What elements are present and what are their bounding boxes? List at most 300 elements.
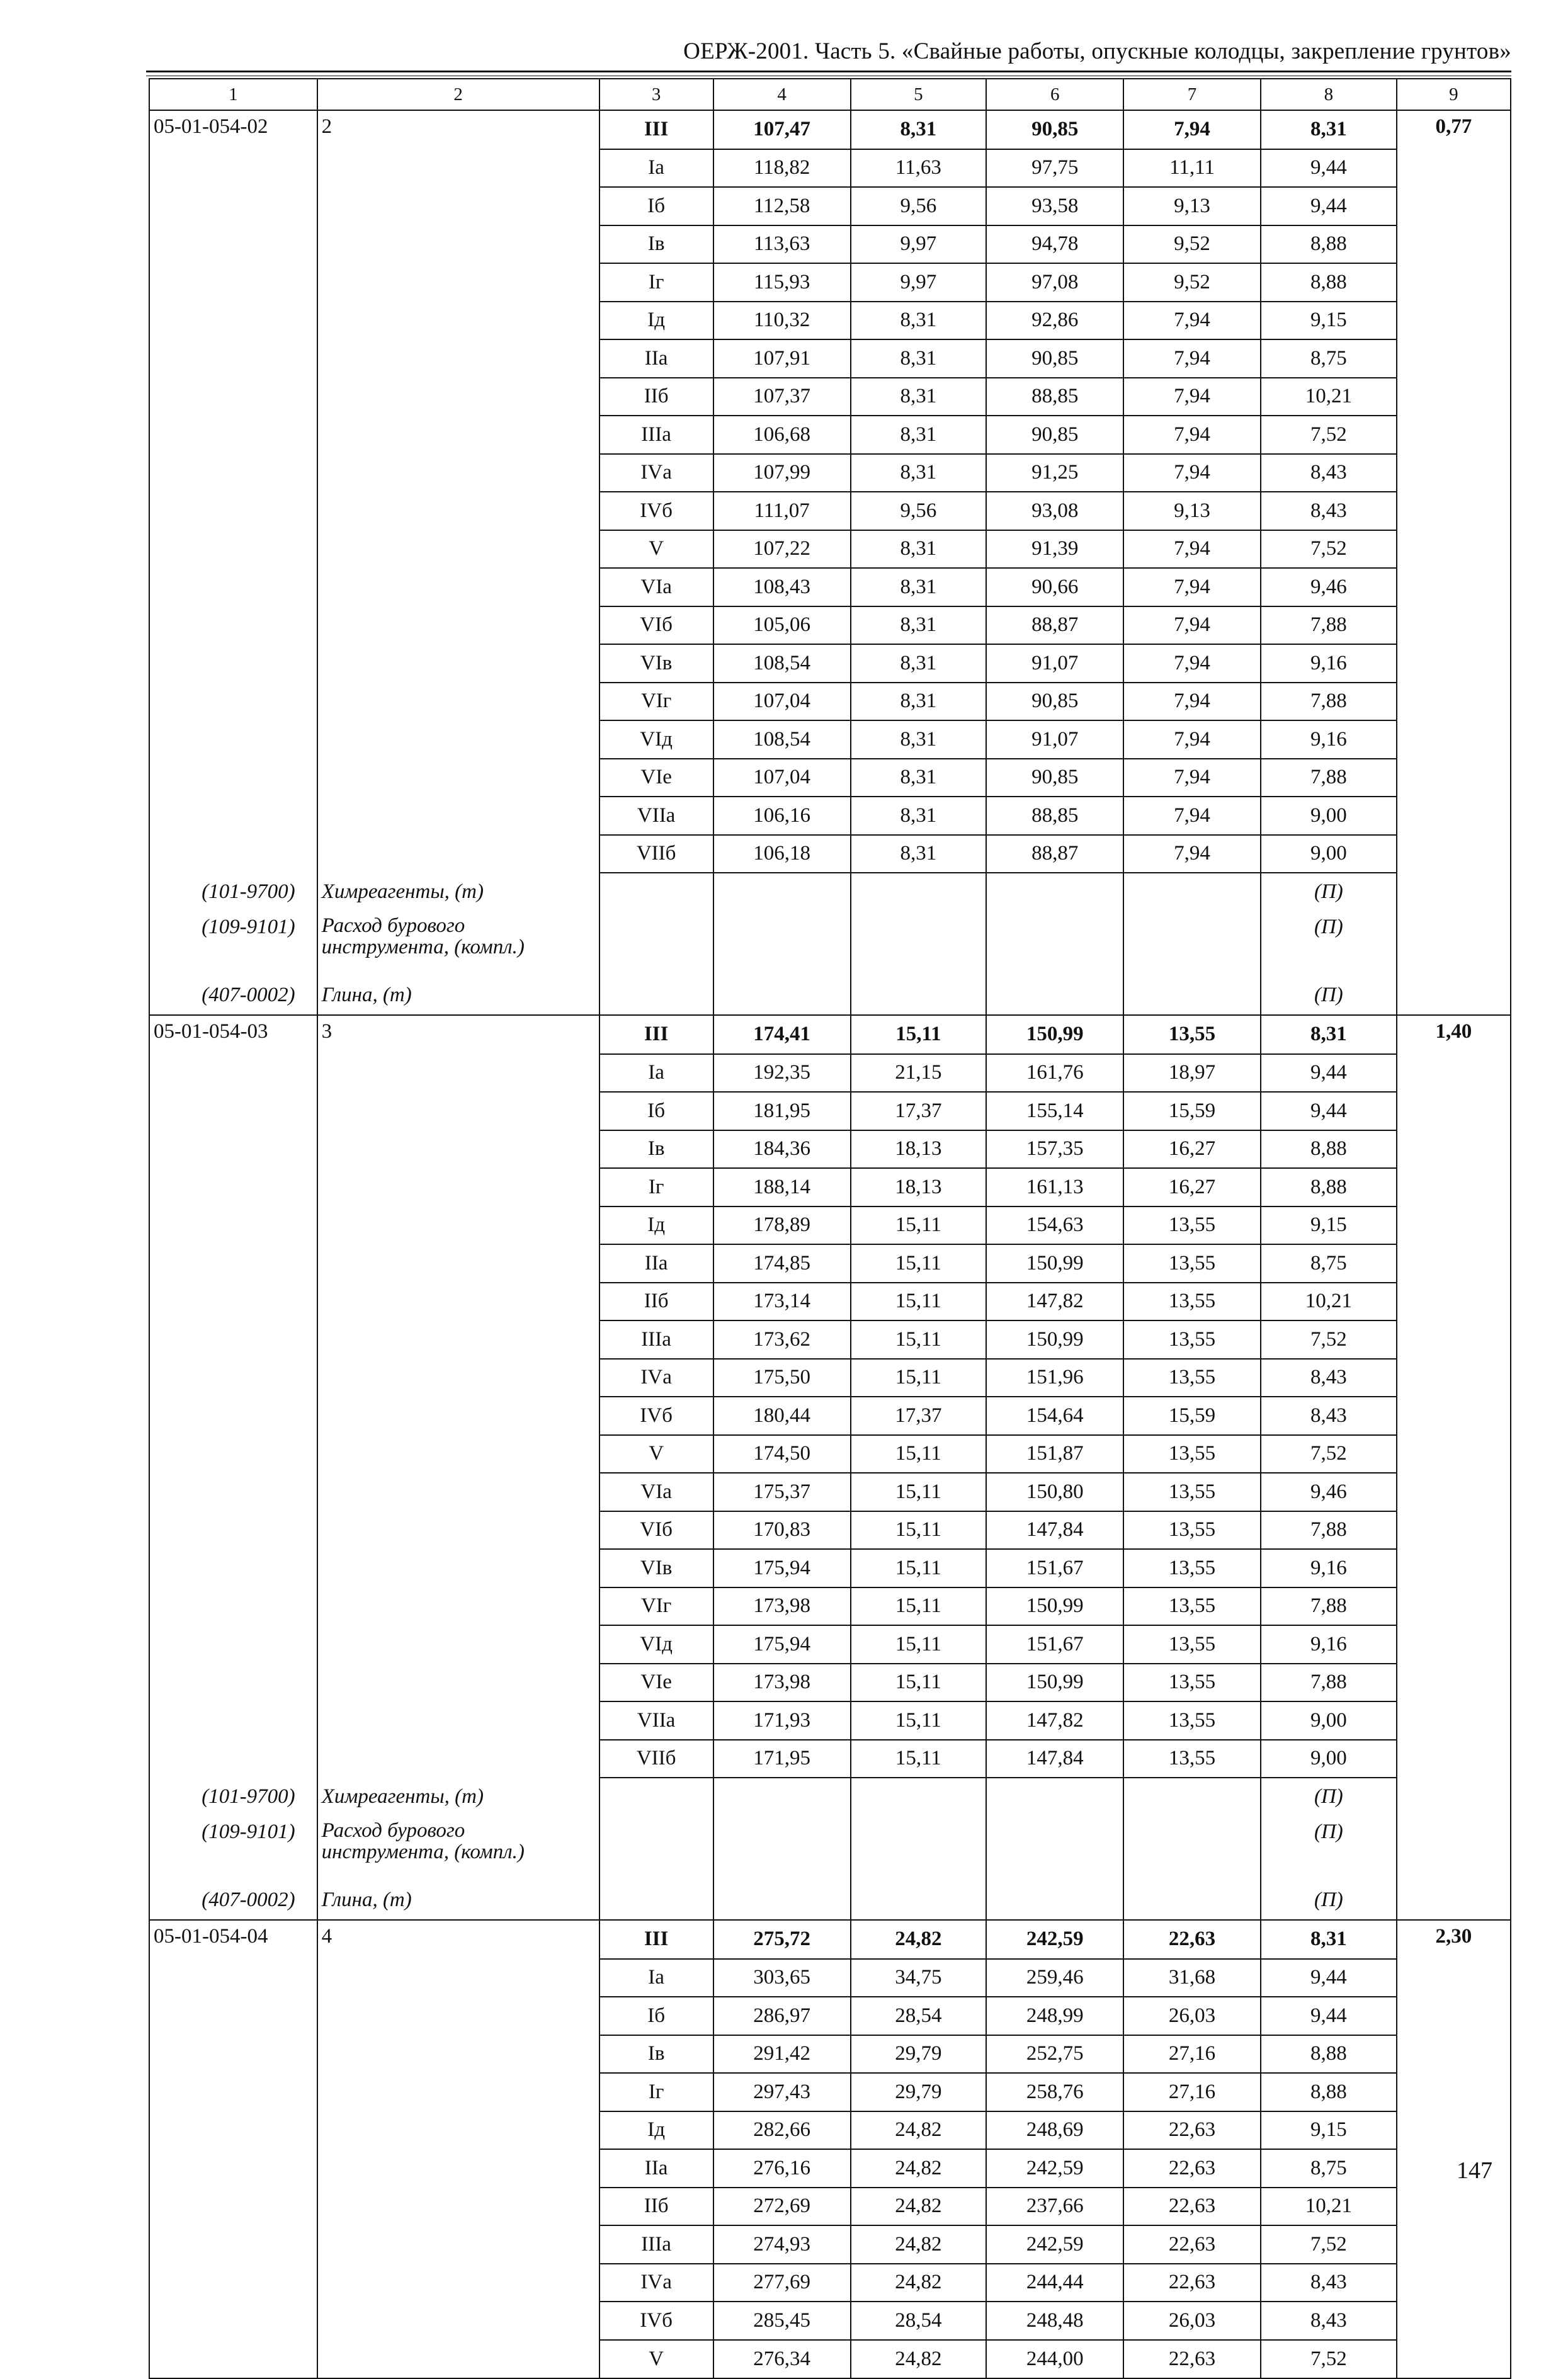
zone-label: IVа (599, 1359, 713, 1397)
resource-unit: (П) (1261, 873, 1397, 911)
price-value: 237,66 (986, 2188, 1123, 2226)
empty-cell (1397, 302, 1511, 340)
empty-cell (986, 873, 1123, 911)
price-value: 150,99 (986, 1015, 1123, 1054)
empty-cell (986, 1816, 1123, 1882)
empty-cell (317, 1959, 599, 1997)
empty-cell (317, 797, 599, 835)
price-value: 7,94 (1123, 644, 1261, 683)
price-value: 15,11 (851, 1320, 987, 1359)
empty-cell (149, 1397, 317, 1435)
price-value: 161,13 (986, 1168, 1123, 1207)
price-value: 7,94 (1123, 720, 1261, 759)
empty-cell (1397, 378, 1511, 416)
price-value: 15,59 (1123, 1092, 1261, 1130)
price-value: 107,04 (713, 683, 851, 721)
price-value: 9,97 (851, 263, 987, 302)
table-row (149, 339, 1511, 378)
empty-cell (149, 1473, 317, 1511)
empty-cell (1397, 1816, 1511, 1882)
empty-cell (1397, 1625, 1511, 1664)
price-value: 17,37 (851, 1397, 987, 1435)
price-value: 22,63 (1123, 2111, 1261, 2150)
empty-cell (599, 911, 713, 977)
price-value: 118,82 (713, 149, 851, 188)
price-value: 15,11 (851, 1664, 987, 1702)
rate-code: 05-01-054-02 (149, 110, 317, 149)
empty-cell (149, 1740, 317, 1778)
table-row (149, 1207, 1511, 1245)
empty-cell (1123, 873, 1261, 911)
price-value: 108,43 (713, 568, 851, 606)
resource-row (149, 977, 1511, 1016)
zone-label: IVб (599, 492, 713, 530)
price-value: 7,94 (1123, 606, 1261, 645)
price-value: 173,14 (713, 1283, 851, 1321)
resource-unit: (П) (1261, 977, 1397, 1016)
price-value: 112,58 (713, 187, 851, 225)
zone-label: IIб (599, 1283, 713, 1321)
table-row (149, 1664, 1511, 1702)
price-value: 107,04 (713, 759, 851, 797)
price-value: 8,31 (851, 606, 987, 645)
empty-cell (1397, 1997, 1511, 2035)
empty-cell (317, 454, 599, 492)
price-value: 8,43 (1261, 1397, 1397, 1435)
price-value: 242,59 (986, 2149, 1123, 2188)
price-value: 107,22 (713, 530, 851, 569)
table-row (149, 1283, 1511, 1321)
empty-cell (599, 1816, 713, 1882)
price-value: 147,82 (986, 1283, 1123, 1321)
price-value: 108,54 (713, 644, 851, 683)
page-number: 147 (1457, 2157, 1492, 2184)
empty-cell (317, 149, 599, 188)
price-value: 9,44 (1261, 1054, 1397, 1093)
empty-cell (1397, 1359, 1511, 1397)
column-number: 4 (713, 79, 851, 110)
empty-cell (851, 1816, 987, 1882)
empty-cell (149, 568, 317, 606)
table-row (149, 683, 1511, 721)
price-value: 8,31 (1261, 1015, 1397, 1054)
column-number: 3 (599, 79, 713, 110)
price-value: 9,44 (1261, 1959, 1397, 1997)
empty-cell (599, 873, 713, 911)
zone-label: III (599, 110, 713, 149)
empty-cell (1397, 1882, 1511, 1921)
empty-cell (149, 1625, 317, 1664)
empty-cell (1397, 2340, 1511, 2379)
price-value: 22,63 (1123, 2225, 1261, 2264)
price-value: 151,96 (986, 1359, 1123, 1397)
zone-label: Iа (599, 149, 713, 188)
zone-label: Iд (599, 302, 713, 340)
empty-cell (149, 149, 317, 188)
price-value: 13,55 (1123, 1320, 1261, 1359)
zone-label: Iб (599, 1092, 713, 1130)
empty-cell (1397, 1740, 1511, 1778)
empty-cell (317, 1511, 599, 1550)
price-value: 155,14 (986, 1092, 1123, 1130)
table-row (149, 530, 1511, 569)
price-value: 90,85 (986, 759, 1123, 797)
zone-label: Iа (599, 1054, 713, 1093)
zone-label: IIа (599, 2149, 713, 2188)
price-value: 9,15 (1261, 1207, 1397, 1245)
empty-cell (1397, 977, 1511, 1016)
price-value: 15,11 (851, 1244, 987, 1283)
empty-cell (317, 225, 599, 264)
empty-cell (149, 1244, 317, 1283)
empty-cell (317, 2073, 599, 2111)
price-value: 22,63 (1123, 2264, 1261, 2302)
price-value: 8,31 (1261, 110, 1397, 149)
price-value: 106,18 (713, 835, 851, 873)
table-row (149, 1997, 1511, 2035)
price-value: 9,15 (1261, 2111, 1397, 2150)
empty-cell (317, 416, 599, 454)
price-value: 8,43 (1261, 1359, 1397, 1397)
price-value: 7,94 (1123, 110, 1261, 149)
table-row (149, 606, 1511, 645)
empty-cell (317, 1473, 599, 1511)
price-value: 244,44 (986, 2264, 1123, 2302)
zone-label: IVб (599, 1397, 713, 1435)
price-value: 29,79 (851, 2035, 987, 2074)
rate-number: 2 (317, 110, 599, 149)
empty-cell (851, 873, 987, 911)
zone-label: VIе (599, 759, 713, 797)
price-value: 91,07 (986, 644, 1123, 683)
zone-label: V (599, 1435, 713, 1473)
empty-cell (317, 1740, 599, 1778)
price-value: 282,66 (713, 2111, 851, 2150)
table-row (149, 1511, 1511, 1550)
empty-cell (149, 1092, 317, 1130)
empty-cell (149, 1320, 317, 1359)
price-value: 15,59 (1123, 1397, 1261, 1435)
rate-code: 05-01-054-03 (149, 1015, 317, 1054)
empty-cell (317, 1207, 599, 1245)
zone-label: V (599, 2340, 713, 2379)
price-value: 151,87 (986, 1435, 1123, 1473)
empty-cell (599, 977, 713, 1016)
empty-cell (149, 1959, 317, 1997)
price-value: 7,52 (1261, 2225, 1397, 2264)
empty-cell (1123, 977, 1261, 1016)
price-value: 277,69 (713, 2264, 851, 2302)
price-value: 175,37 (713, 1473, 851, 1511)
price-value: 9,00 (1261, 1701, 1397, 1740)
empty-cell (1397, 225, 1511, 264)
empty-cell (149, 1054, 317, 1093)
empty-cell (1397, 759, 1511, 797)
empty-cell (1397, 1130, 1511, 1169)
price-value: 8,88 (1261, 1168, 1397, 1207)
price-value: 7,88 (1261, 759, 1397, 797)
table-row (149, 759, 1511, 797)
price-value: 13,55 (1123, 1473, 1261, 1511)
price-value: 8,88 (1261, 263, 1397, 302)
zone-label: V (599, 530, 713, 569)
empty-cell (1397, 644, 1511, 683)
empty-cell (149, 644, 317, 683)
zone-label: IVа (599, 2264, 713, 2302)
price-value: 7,52 (1261, 416, 1397, 454)
resource-code: (101-9700) (149, 1778, 317, 1816)
table-row (149, 1435, 1511, 1473)
empty-cell (149, 2149, 317, 2188)
price-value: 175,94 (713, 1625, 851, 1664)
price-value: 7,94 (1123, 339, 1261, 378)
price-value: 8,31 (851, 683, 987, 721)
zone-label: Iг (599, 1168, 713, 1207)
empty-cell (1397, 1959, 1511, 1997)
price-value: 7,94 (1123, 302, 1261, 340)
column-number: 6 (986, 79, 1123, 110)
empty-cell (149, 225, 317, 264)
zone-label: IIIа (599, 1320, 713, 1359)
empty-cell (317, 683, 599, 721)
price-value: 154,63 (986, 1207, 1123, 1245)
price-value: 15,11 (851, 1511, 987, 1550)
zone-label: IIIа (599, 2225, 713, 2264)
price-value: 259,46 (986, 1959, 1123, 1997)
price-value: 188,14 (713, 1168, 851, 1207)
table-row (149, 1549, 1511, 1587)
price-value: 150,99 (986, 1244, 1123, 1283)
price-value: 7,94 (1123, 454, 1261, 492)
empty-cell (317, 263, 599, 302)
empty-cell (317, 1244, 599, 1283)
table-row (149, 1473, 1511, 1511)
empty-cell (1397, 1701, 1511, 1740)
empty-cell (149, 835, 317, 873)
price-value: 15,11 (851, 1740, 987, 1778)
zone-label: Iг (599, 263, 713, 302)
price-value: 24,82 (851, 2340, 987, 2379)
table-row (149, 263, 1511, 302)
empty-cell (1397, 416, 1511, 454)
empty-cell (1397, 263, 1511, 302)
price-value: 8,31 (851, 302, 987, 340)
price-value: 15,11 (851, 1701, 987, 1740)
price-value: 94,78 (986, 225, 1123, 264)
price-value: 8,43 (1261, 2302, 1397, 2340)
price-value: 18,13 (851, 1168, 987, 1207)
table-row (149, 1397, 1511, 1435)
price-value: 173,98 (713, 1664, 851, 1702)
price-value: 7,52 (1261, 1320, 1397, 1359)
empty-cell (1397, 1473, 1511, 1511)
empty-cell (317, 2149, 599, 2188)
price-value: 275,72 (713, 1920, 851, 1959)
resource-row (149, 873, 1511, 911)
empty-cell (317, 339, 599, 378)
empty-cell (149, 1701, 317, 1740)
price-value: 97,75 (986, 149, 1123, 188)
price-value: 8,43 (1261, 2264, 1397, 2302)
price-value: 8,31 (1261, 1920, 1397, 1959)
resource-name: Химреагенты, (т) (317, 1778, 599, 1816)
price-value: 9,44 (1261, 187, 1397, 225)
price-value: 26,03 (1123, 2302, 1261, 2340)
price-value: 90,66 (986, 568, 1123, 606)
price-table (149, 78, 1511, 2379)
resource-unit: (П) (1261, 1882, 1397, 1921)
empty-cell (1397, 1587, 1511, 1626)
empty-cell (1397, 149, 1511, 188)
table-row (149, 1587, 1511, 1626)
col9-value: 0,77 (1397, 110, 1511, 149)
empty-cell (986, 911, 1123, 977)
empty-cell (599, 1882, 713, 1921)
empty-cell (317, 530, 599, 569)
price-value: 173,62 (713, 1320, 851, 1359)
zone-label: Iв (599, 2035, 713, 2074)
price-value: 9,00 (1261, 1740, 1397, 1778)
price-value: 13,55 (1123, 1207, 1261, 1245)
price-value: 8,31 (851, 339, 987, 378)
empty-cell (317, 1168, 599, 1207)
empty-cell (149, 606, 317, 645)
table-row (149, 1015, 1511, 1054)
resource-unit: (П) (1261, 911, 1397, 977)
table-row (149, 2225, 1511, 2264)
empty-cell (317, 1092, 599, 1130)
empty-cell (1397, 683, 1511, 721)
empty-cell (149, 797, 317, 835)
table-row (149, 149, 1511, 188)
empty-cell (317, 568, 599, 606)
empty-cell (149, 492, 317, 530)
empty-cell (149, 1435, 317, 1473)
empty-cell (317, 1283, 599, 1321)
empty-cell (149, 302, 317, 340)
resource-name: Расход бурового инструмента, (компл.) (317, 1816, 599, 1882)
price-value: 9,16 (1261, 720, 1397, 759)
resource-code: (407-0002) (149, 977, 317, 1016)
empty-cell (317, 2264, 599, 2302)
price-value: 8,43 (1261, 454, 1397, 492)
price-value: 242,59 (986, 1920, 1123, 1959)
price-value: 181,95 (713, 1092, 851, 1130)
price-value: 13,55 (1123, 1701, 1261, 1740)
empty-cell (1397, 2111, 1511, 2150)
zone-label: IVа (599, 454, 713, 492)
empty-cell (1397, 339, 1511, 378)
resource-code: (101-9700) (149, 873, 317, 911)
zone-label: VIб (599, 606, 713, 645)
zone-label: VIа (599, 568, 713, 606)
table-row (149, 454, 1511, 492)
zone-label: VIа (599, 1473, 713, 1511)
price-value: 8,43 (1261, 492, 1397, 530)
price-value: 22,63 (1123, 2340, 1261, 2379)
table-row (149, 2035, 1511, 2074)
price-value: 8,31 (851, 378, 987, 416)
page-header-title: ОЕРЖ-2001. Часть 5. «Свайные работы, опускные колодцы, закрепление грунтов» (683, 38, 1511, 64)
price-value: 8,88 (1261, 2073, 1397, 2111)
empty-cell (713, 911, 851, 977)
rate-number: 3 (317, 1015, 599, 1054)
empty-cell (713, 1778, 851, 1816)
price-value: 13,55 (1123, 1549, 1261, 1587)
table-row (149, 1959, 1511, 1997)
empty-cell (149, 1130, 317, 1169)
price-value: 184,36 (713, 1130, 851, 1169)
price-value: 107,91 (713, 339, 851, 378)
price-value: 9,46 (1261, 1473, 1397, 1511)
price-value: 9,44 (1261, 1997, 1397, 2035)
rate-code: 05-01-054-04 (149, 1920, 317, 1959)
resource-code: (109-9101) (149, 1816, 317, 1882)
price-value: 9,16 (1261, 1625, 1397, 1664)
empty-cell (149, 2035, 317, 2074)
empty-cell (317, 2340, 599, 2379)
empty-cell (1397, 2302, 1511, 2340)
empty-cell (713, 977, 851, 1016)
empty-cell (851, 1778, 987, 1816)
price-value: 7,94 (1123, 378, 1261, 416)
price-value: 8,31 (851, 797, 987, 835)
zone-label: Iб (599, 1997, 713, 2035)
empty-cell (1397, 1054, 1511, 1093)
col9-value: 1,40 (1397, 1015, 1511, 1054)
empty-cell (317, 187, 599, 225)
price-value: 175,94 (713, 1549, 851, 1587)
price-value: 97,08 (986, 263, 1123, 302)
price-value: 13,55 (1123, 1664, 1261, 1702)
zone-label: VIд (599, 1625, 713, 1664)
column-number: 1 (149, 79, 317, 110)
zone-label: Iд (599, 2111, 713, 2150)
resource-row (149, 1816, 1511, 1882)
price-value: 154,64 (986, 1397, 1123, 1435)
empty-cell (317, 2302, 599, 2340)
price-value: 151,67 (986, 1549, 1123, 1587)
empty-cell (317, 2111, 599, 2150)
price-value: 13,55 (1123, 1283, 1261, 1321)
empty-cell (1397, 1283, 1511, 1321)
price-value: 9,56 (851, 187, 987, 225)
empty-cell (1397, 568, 1511, 606)
price-value: 8,88 (1261, 1130, 1397, 1169)
empty-cell (1397, 797, 1511, 835)
price-value: 88,87 (986, 835, 1123, 873)
price-value: 15,11 (851, 1473, 987, 1511)
price-value: 15,11 (851, 1435, 987, 1473)
column-number: 7 (1123, 79, 1261, 110)
empty-cell (149, 2073, 317, 2111)
price-value: 8,75 (1261, 2149, 1397, 2188)
price-value: 276,16 (713, 2149, 851, 2188)
price-value: 285,45 (713, 2302, 851, 2340)
price-value: 34,75 (851, 1959, 987, 1997)
table-row (149, 2111, 1511, 2150)
resource-code: (109-9101) (149, 911, 317, 977)
price-value: 252,75 (986, 2035, 1123, 2074)
price-value: 106,68 (713, 416, 851, 454)
zone-label: IIа (599, 339, 713, 378)
price-value: 90,85 (986, 416, 1123, 454)
table-row (149, 187, 1511, 225)
price-value: 24,82 (851, 1920, 987, 1959)
price-value: 192,35 (713, 1054, 851, 1093)
zone-label: VIв (599, 1549, 713, 1587)
price-value: 9,46 (1261, 568, 1397, 606)
